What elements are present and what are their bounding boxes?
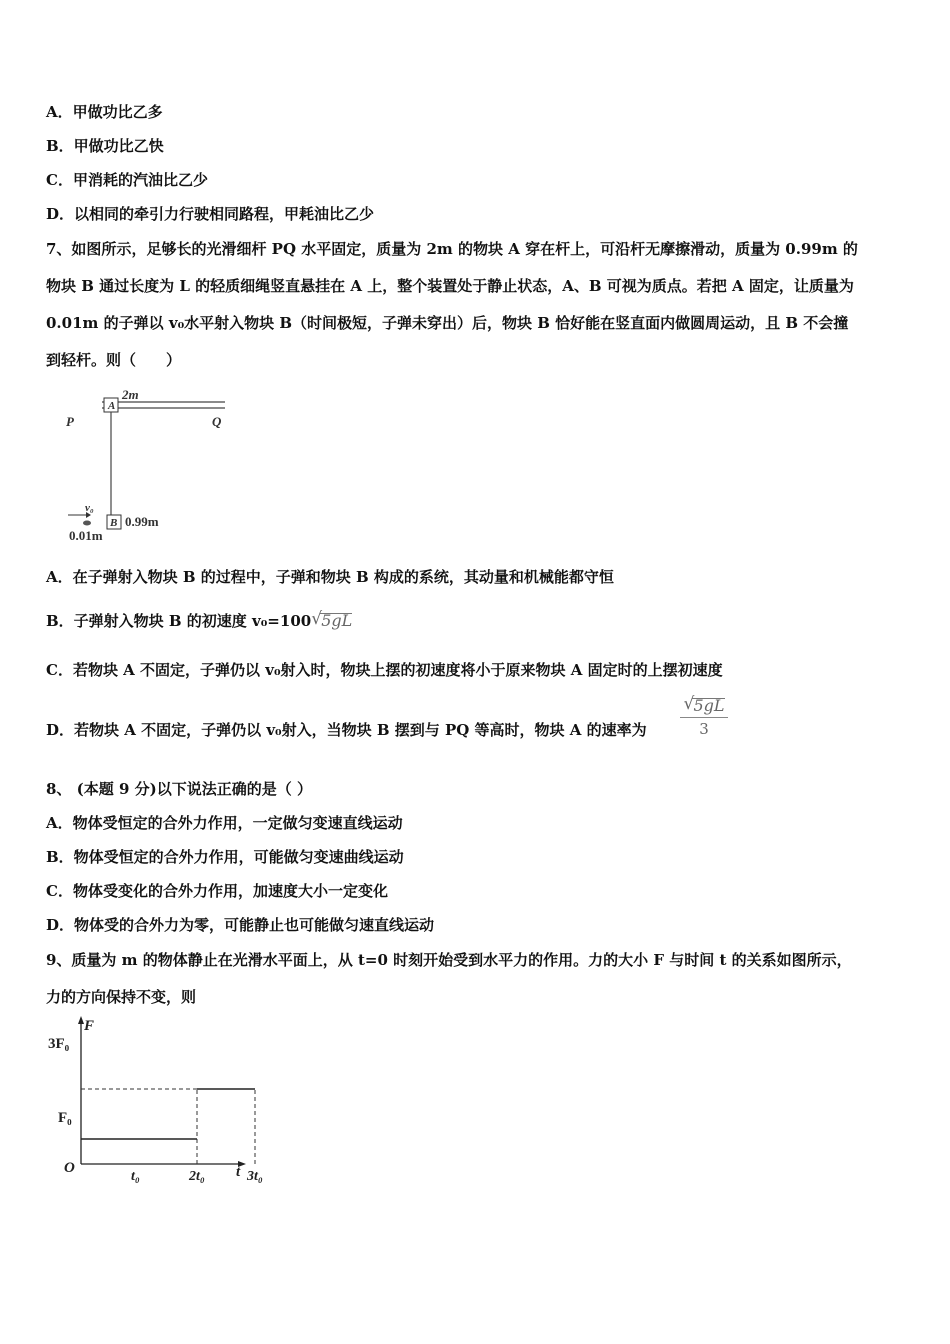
x-tick-label: 2t₀ [189,1169,205,1184]
q8-option-c: C．物体受变化的合外力作用，加速度大小一定变化 [46,882,388,900]
q7-stem-line2: 物块 B 通过长度为 L 的轻质细绳竖直悬挂在 A 上，整个装置处于静止状态，A、B 可视为质点。若把 A 固定，让质量为 [46,277,854,295]
fraction-denominator: 3 [699,720,709,738]
mass-b-label: 0.99m [125,514,159,529]
block-a-label: A [108,400,116,412]
x-axis-label: t [236,1164,241,1180]
q6-option-d: D．以相同的牵引力行驶相同路程，甲耗油比乙少 [46,205,375,223]
sqrt-5gl-d: √ 5gL [683,694,725,715]
q7-option-b-text: B．子弹射入物块 B 的初速度 v₀=100 [46,612,312,630]
q7-stem-line1: 7、如图所示，足够长的光滑细杆 PQ 水平固定，质量为 2m 的物块 A 穿在杆上，可沿杆无摩擦滑动，质量为 0.99m 的 [46,240,858,258]
q7-option-b [46,611,352,631]
sqrt-5gl: √ 5gL [311,609,353,630]
y-tick-f0: F₀ [58,1110,72,1126]
mass-a-label: 2m [122,387,139,402]
y-axis-label: F [84,1018,95,1034]
bullet-mass-label: 0.01m [69,528,103,543]
q8-option-d: D．物体受的合外力为零，可能静止也可能做匀速直线运动 [46,916,435,934]
q6-option-c: C．甲消耗的汽油比乙少 [46,171,208,189]
q9-stem-line1: 9、质量为 m 的物体静止在光滑水平面上，从 t=0 时刻开始受到水平力的作用。力的大小 F 与时间 t 的关系如图所示， [46,951,852,969]
block-b-label: B [110,517,118,529]
q8-option-b: B．物体受恒定的合外力作用，可能做匀变速曲线运动 [46,848,404,866]
q6-option-b: B．甲做功比乙快 [46,137,164,155]
x-tick-label: 3t₀ [247,1169,263,1184]
v0-label: v₀ [85,502,94,514]
q9-stem-line2: 力的方向保持不变，则 [46,988,197,1006]
q8-stem: 8、 (本题 9 分)以下说法正确的是（ ） [46,780,312,798]
q7-option-c: C．若物块 A 不固定，子弹仍以 v₀射入时，物块上摆的初速度将小于原来物块 A 固定时的上摆初速度 [46,661,723,679]
x-tick-label: t₀ [131,1169,140,1184]
p-label: P [66,414,74,429]
q7-option-d-fraction [680,696,728,738]
q6-option-a: A．甲做功比乙多 [46,103,163,121]
q7-stem-line4: 到轻杆。则（ ） [46,351,182,369]
y-tick-3f0: 3F₀ [48,1036,70,1052]
q7-figure [60,384,260,549]
origin-label: O [64,1160,75,1176]
q9-force-time-graph [40,1012,263,1187]
q7-option-d: D．若物块 A 不固定，子弹仍以 v₀射入，当物块 B 摆到与 PQ 等高时，物块 A 的速率为 [46,721,647,739]
q7-stem-line3: 0.01m 的子弹以 v₀水平射入物块 B（时间极短，子弹未穿出）后，物块 B 恰好能在竖直面内做圆周运动，且 B 不会撞 [46,314,849,332]
bullet [83,521,91,526]
q8-option-a: A．物体受恒定的合外力作用，一定做匀变速直线运动 [46,814,403,832]
q-label: Q [212,414,222,429]
q7-option-a: A．在子弹射入物块 B 的过程中，子弹和物块 B 构成的系统，其动量和机械能都守恒 [46,568,614,586]
